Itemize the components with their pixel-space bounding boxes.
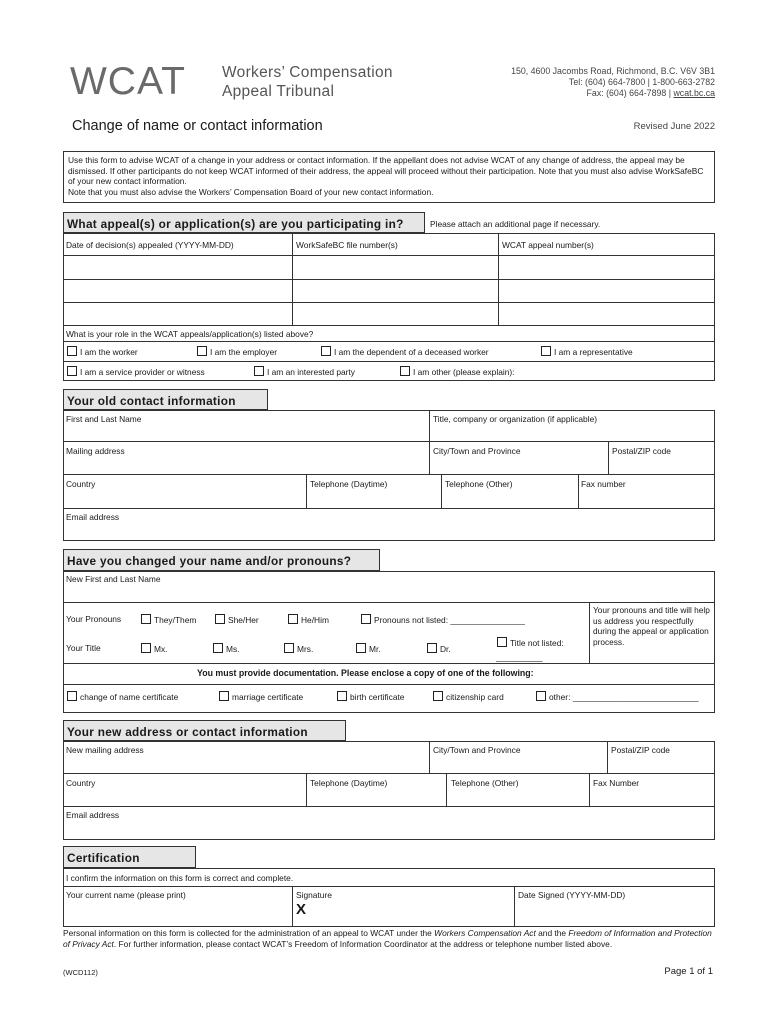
divider xyxy=(63,663,715,664)
role-other[interactable] xyxy=(400,366,514,377)
new-fax-field[interactable]: Fax Number xyxy=(593,778,640,788)
checkbox[interactable] xyxy=(141,614,151,624)
new-city-field[interactable]: City/Town and Province xyxy=(433,745,521,755)
title-option-label: Mrs. xyxy=(297,644,314,654)
divider xyxy=(589,602,590,663)
pronoun-label: Pronouns not listed: ________________ xyxy=(374,615,525,625)
new-tel-other-field[interactable]: Telephone (Other) xyxy=(451,778,519,788)
role-question: What is your role in the WCAT appeals/application(s) listed above? xyxy=(66,329,314,339)
divider xyxy=(446,773,447,806)
old-postal-field[interactable]: Postal/ZIP code xyxy=(612,446,671,456)
new-mailing-field[interactable]: New mailing address xyxy=(66,745,144,755)
old-city-field[interactable]: City/Town and Province xyxy=(433,446,521,456)
old-name-field[interactable]: First and Last Name xyxy=(66,414,142,424)
divider xyxy=(63,773,715,774)
divider xyxy=(441,474,442,508)
role-label: I am a service provider or witness xyxy=(80,367,205,377)
checkbox[interactable] xyxy=(213,643,223,653)
date-signed-field[interactable]: Date Signed (YYYY-MM-DD) xyxy=(518,890,626,900)
checkbox[interactable] xyxy=(284,643,294,653)
name-change-heading: Have you changed your name and/or pronouns? xyxy=(63,549,380,571)
old-email-field[interactable]: Email address xyxy=(66,512,120,522)
checkbox[interactable] xyxy=(427,643,437,653)
role-interested-party[interactable] xyxy=(254,366,355,377)
intro-note: Note that you must also advise the Workers’ Compensation Board of your new contact information. xyxy=(68,186,434,197)
title-label: Your Title xyxy=(66,643,101,653)
date-input-2[interactable] xyxy=(64,280,292,302)
checkbox[interactable] xyxy=(197,346,207,356)
current-name-field[interactable]: Your current name (please print) xyxy=(66,890,186,900)
divider xyxy=(306,773,307,806)
new-tel-day-field[interactable]: Telephone (Daytime) xyxy=(310,778,388,788)
confirm-statement: I confirm the information on this form is correct and complete. xyxy=(66,873,294,883)
role-service-provider[interactable] xyxy=(67,366,205,377)
divider xyxy=(306,474,307,508)
role-label: I am a representative xyxy=(554,347,633,357)
role-worker[interactable] xyxy=(67,346,138,357)
old-country-field[interactable]: Country xyxy=(66,479,96,489)
fax-text: Fax: (604) 664-7898 | xyxy=(586,88,674,98)
divider xyxy=(63,474,715,475)
doc-label: other: ___________________________ xyxy=(549,692,699,702)
title-not-listed[interactable] xyxy=(497,637,564,648)
wcat-input-2[interactable] xyxy=(499,280,714,302)
checkbox[interactable] xyxy=(67,366,77,376)
revised-date: Revised June 2022 xyxy=(633,121,715,132)
title-ms[interactable] xyxy=(213,643,240,654)
doc-label: marriage certificate xyxy=(232,692,304,702)
website-link[interactable]: wcat.bc.ca xyxy=(673,88,715,98)
divider xyxy=(63,508,715,509)
checkbox[interactable] xyxy=(400,366,410,376)
checkbox[interactable] xyxy=(321,346,331,356)
file-input-3[interactable] xyxy=(293,303,498,325)
title-mrs[interactable] xyxy=(284,643,313,654)
signature-mark: X xyxy=(296,901,307,918)
divider xyxy=(578,474,579,508)
divider xyxy=(63,602,715,603)
new-country-field[interactable]: Country xyxy=(66,778,96,788)
divider xyxy=(63,325,715,326)
contact-address xyxy=(511,66,715,99)
pronoun-they[interactable] xyxy=(141,614,196,625)
title-dr[interactable] xyxy=(427,643,451,654)
divider xyxy=(63,361,715,362)
pronoun-label: They/Them xyxy=(154,615,197,625)
tel-line: Tel: (604) 664-7800 | 1-800-663-2782 xyxy=(568,77,715,87)
role-representative[interactable] xyxy=(541,346,633,357)
doc-other[interactable] xyxy=(536,691,699,702)
old-contact-heading: Your old contact information xyxy=(63,389,268,410)
divider xyxy=(514,886,515,927)
privacy-part: . For further information, please contact WCAT’s Freedom of Information Coordinator at the address or telephone number listed above. xyxy=(113,938,613,949)
privacy-part: Personal information on this form is collected for the administration of an appeal to WCAT under the xyxy=(63,928,435,938)
divider xyxy=(608,441,609,474)
appeals-heading: What appeal(s) or application(s) are you participating in? xyxy=(63,212,425,233)
fax-line xyxy=(511,88,715,99)
role-label: I am the employer xyxy=(210,347,278,357)
old-fax-field[interactable]: Fax number xyxy=(581,479,626,489)
role-dependent[interactable] xyxy=(321,346,489,357)
role-label: I am an interested party xyxy=(267,367,355,377)
pronoun-not-listed[interactable] xyxy=(361,614,525,625)
col-wcat-number: WCAT appeal number(s) xyxy=(502,240,594,250)
logo-line-1: Workers’ Compensation xyxy=(222,64,393,81)
intro-text: Use this form to advise WCAT of a change in your address or contact information. If the appellant does not advise WCAT of any change of address, the appeal may be dismissed. If other participants do not keep WCAT informed of their address, the appeal will proceed without their participation. Note that you must also advise WorkSafeBC of your new contact information. xyxy=(68,155,704,186)
file-input-2[interactable] xyxy=(293,280,498,302)
old-mailing-field[interactable]: Mailing address xyxy=(66,446,125,456)
divider xyxy=(429,410,430,474)
old-tel-day-field[interactable]: Telephone (Daytime) xyxy=(310,479,388,489)
privacy-statement xyxy=(63,928,715,949)
page-number: Page 1 of 1 xyxy=(664,966,713,977)
title-option-label: Ms. xyxy=(226,644,240,654)
checkbox[interactable] xyxy=(337,691,347,701)
checkbox[interactable] xyxy=(67,691,77,701)
doc-label: birth certificate xyxy=(350,692,405,702)
wcat-input-3[interactable] xyxy=(499,303,714,325)
pronoun-label: He/Him xyxy=(301,615,329,625)
new-postal-field[interactable]: Postal/ZIP code xyxy=(611,745,670,755)
role-label: I am the worker xyxy=(80,347,138,357)
form-code: (WCD112) xyxy=(63,968,98,977)
checkbox[interactable] xyxy=(67,346,77,356)
title-mx[interactable] xyxy=(141,643,168,654)
new-contact-table xyxy=(63,741,715,840)
doc-marriage[interactable] xyxy=(219,691,303,702)
title-option-label: Title not listed: xyxy=(510,638,564,648)
title-not-listed-blank[interactable]: __________ xyxy=(496,652,543,662)
checkbox[interactable] xyxy=(254,366,264,376)
divider xyxy=(589,773,590,806)
doc-label: citizenship card xyxy=(446,692,504,702)
checkbox[interactable] xyxy=(433,691,443,701)
wcat-logo: WCAT xyxy=(70,60,186,103)
divider xyxy=(607,741,608,773)
divider xyxy=(63,441,715,442)
act-name: Workers Compensation Act xyxy=(434,928,536,938)
divider xyxy=(63,341,715,342)
pronoun-he[interactable] xyxy=(288,614,329,625)
privacy-part: and the xyxy=(535,928,569,938)
pronoun-side-note: Your pronouns and title will help us address you respectfully during the appeal or application process. xyxy=(593,605,710,647)
new-contact-heading: Your new address or contact information xyxy=(63,720,346,741)
date-input-1[interactable] xyxy=(64,256,292,278)
new-name-field[interactable]: New First and Last Name xyxy=(66,574,161,584)
certification-heading: Certification xyxy=(63,846,196,868)
checkbox[interactable] xyxy=(497,637,507,647)
title-option-label: Mr. xyxy=(369,644,381,654)
doc-label: change of name certificate xyxy=(80,692,179,702)
checkbox[interactable] xyxy=(219,691,229,701)
form-title: Change of name or contact information xyxy=(72,118,323,134)
file-input-1[interactable] xyxy=(293,256,498,278)
checkbox[interactable] xyxy=(361,614,371,624)
title-option-label: Dr. xyxy=(440,644,451,654)
pronouns-label: Your Pronouns xyxy=(66,614,122,624)
intro-box xyxy=(63,151,715,203)
pronoun-label: She/Her xyxy=(228,615,259,625)
title-mr[interactable] xyxy=(356,643,381,654)
role-employer[interactable] xyxy=(197,346,277,357)
checkbox[interactable] xyxy=(541,346,551,356)
checkbox[interactable] xyxy=(141,643,151,653)
address-line: 150, 4600 Jacombs Road, Richmond, B.C. V6V 3B1 xyxy=(511,66,715,76)
divider xyxy=(429,741,430,773)
attach-note: Please attach an additional page if necessary. xyxy=(430,219,601,229)
documentation-note: You must provide documentation. Please enclose a copy of one of the following: xyxy=(197,668,534,678)
divider xyxy=(63,684,715,685)
checkbox[interactable] xyxy=(215,614,225,624)
wcat-input-1[interactable] xyxy=(499,256,714,278)
divider xyxy=(63,886,715,887)
new-email-field[interactable]: Email address xyxy=(66,810,120,820)
doc-name-change[interactable] xyxy=(67,691,178,702)
old-title-company-field[interactable]: Title, company or organization (if applicable) xyxy=(433,414,598,424)
col-date-decision: Date of decision(s) appealed (YYYY-MM-DD) xyxy=(66,240,234,250)
date-input-3[interactable] xyxy=(64,303,292,325)
divider xyxy=(292,886,293,927)
checkbox[interactable] xyxy=(536,691,546,701)
logo-subtitle xyxy=(222,63,393,101)
doc-birth[interactable] xyxy=(337,691,404,702)
act-name: Freedom of Information and Protection of Privacy Act xyxy=(63,928,712,949)
checkbox[interactable] xyxy=(288,614,298,624)
role-label: I am other (please explain): xyxy=(413,367,515,377)
title-option-label: Mx. xyxy=(154,644,168,654)
divider xyxy=(63,806,715,807)
logo-line-2: Appeal Tribunal xyxy=(222,83,335,100)
pronoun-she[interactable] xyxy=(215,614,259,625)
old-tel-other-field[interactable]: Telephone (Other) xyxy=(445,479,513,489)
role-label: I am the dependent of a deceased worker xyxy=(334,347,489,357)
old-contact-table xyxy=(63,410,715,541)
signature-field[interactable]: Signature xyxy=(296,890,332,900)
doc-citizenship[interactable] xyxy=(433,691,504,702)
checkbox[interactable] xyxy=(356,643,366,653)
col-worksafe-file: WorkSafeBC file number(s) xyxy=(296,240,398,250)
